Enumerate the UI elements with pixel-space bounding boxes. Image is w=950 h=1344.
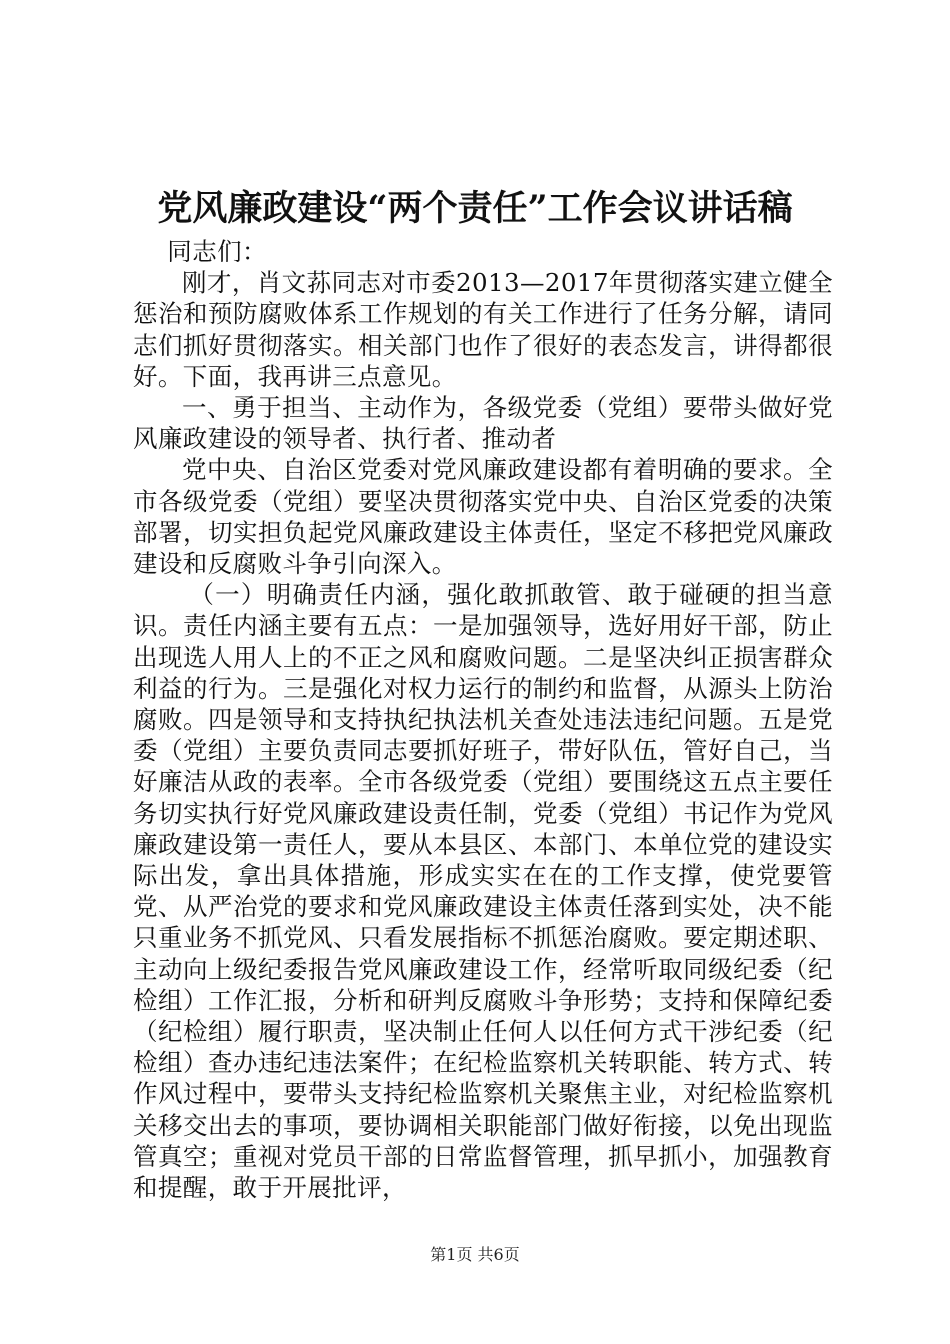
- greeting-paragraph: 同志们：: [167, 237, 267, 266]
- document-title: 党风廉政建设“两个责任”工作会议讲话稿: [157, 188, 793, 229]
- body-paragraph: 党中央、自治区党委对党风廉政建设都有着明确的要求。全市各级党委（党组）要坚决贯彻落实党中央、自治区党委的决策部署，切实担负起党风廉政建设主体责任，坚定不移把党风廉政建设和反腐败斗争引向深入。: [133, 455, 833, 579]
- page-number: 第1页 共6页: [430, 1245, 520, 1264]
- subsection-paragraph: （一）明确责任内涵，强化敢抓敢管、敢于碰硬的担当意识。责任内涵主要有五点：一是加强领导，选好用好干部，防止出现选人用人上的不正之风和腐败问题。二是坚决纠正损害群众利益的行为。三是强化对权力运行的制约和监督，从源头上防治腐败。四是领导和支持执纪执法机关查处违法违纪问题。五是党委（党组）主要负责同志要抓好班子，带好队伍，管好自己，当好廉洁从政的表率。全市各级党委（党组）要围绕这五点主要任务切实执行好党风廉政建设责任制，党委（党组）书记作为党风廉政建设第一责任人，要从本县区、本部门、本单位党的建设实际出发，拿出具体措施，形成实实在在的工作支撑，使党要管党、从严治党的要求和党风廉政建设主体责任落到实处，决不能只重业务不抓党风、只看发展指标不抓惩治腐败。要定期述职、主动向上级纪委报告党风廉政建设工作，经常听取同级纪委（纪检组）工作汇报，分析和研判反腐败斗争形势；支持和保障纪委（纪检组）履行职责，坚决制止任何人以任何方式干涉纪委（纪检组）查办违纪违法案件；在纪检监察机关转职能、转方式、转作风过程中，要带头支持纪检监察机关聚焦主业，对纪检监察机关移交出去的事项，要协调相关职能部门做好衔接，以免出现监管真空；重视对党员干部的日常监督管理，抓早抓小，加强教育和提醒，敢于开展批评，: [133, 580, 833, 1203]
- body-paragraph: 刚才，肖文荪同志对市委2013—2017年贯彻落实建立健全惩治和预防腐败体系工作规划的有关工作进行了任务分解，请同志们抓好贯彻落实。相关部门也作了很好的表态发言，讲得都很好。下面，我再讲三点意见。: [133, 268, 833, 391]
- document-body: [133, 236, 833, 1203]
- section-heading: 一、勇于担当、主动作为，各级党委（党组）要带头做好党风廉政建设的领导者、执行者、推动者: [133, 393, 833, 454]
